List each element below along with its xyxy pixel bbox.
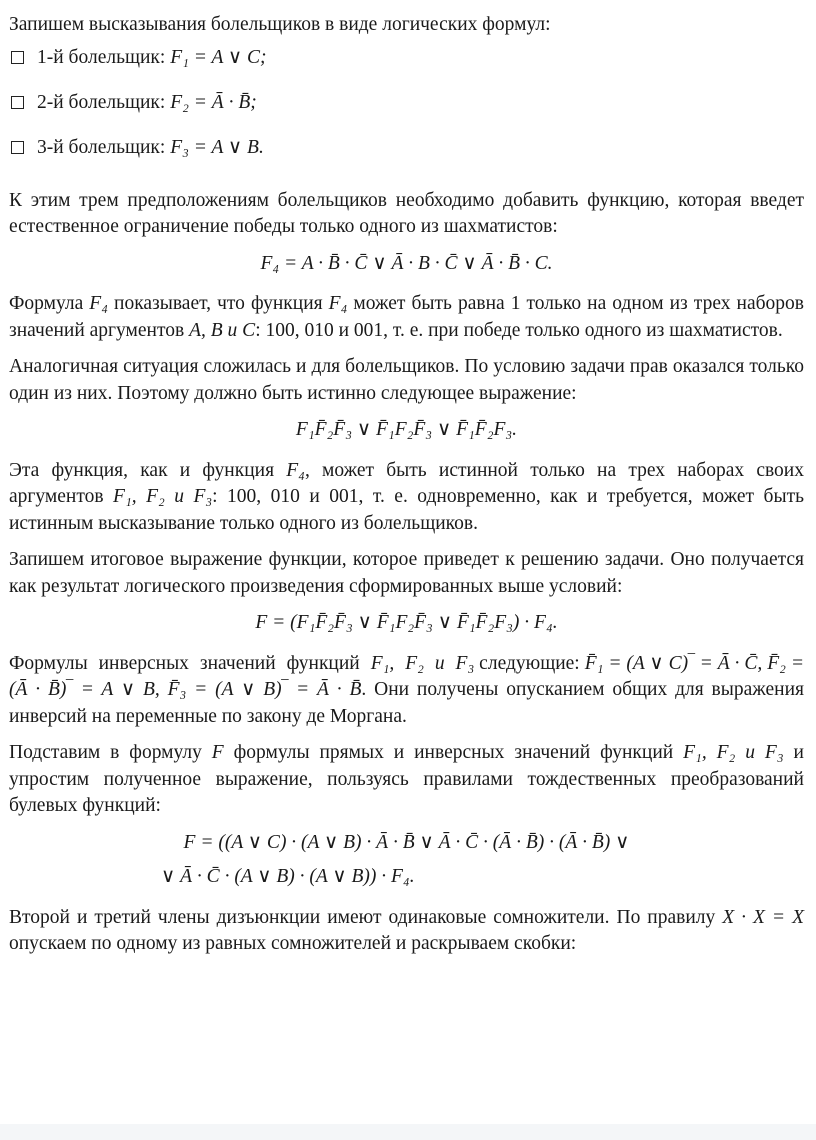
formula-final: F = (F₁F̄₂F̄₃ ∨ F̄₁F₂F̄₃ ∨ F̄₁F̄₂F₃) · F₄. — [255, 612, 558, 634]
paragraph-substitute: Подставим в формулу F формулы прямых и инверсных значений функций F₁, F₂ и F₃ и упростим полученное выражение, пользуясь правилами тождественных преобразований булевых функций: — [9, 742, 804, 817]
list-item — [9, 135, 804, 180]
intro-text: Запишем высказывания болельщиков в виде логических формул: — [9, 14, 551, 35]
formula-f4: F₄ = A · B̄ · C̄ ∨ Ā · B · C̄ ∨ Ā · B̄ · C. — [260, 252, 553, 274]
checkbox-bullet-icon — [11, 141, 24, 154]
bullet-label: 2-й болельщик: — [37, 91, 166, 113]
paragraph-constraint: К этим трем предположениям болельщиков необходимо добавить функцию, которая введет естественное ограничение победы только одного из шахматистов: — [9, 189, 804, 238]
page-bottom-strip — [0, 1124, 816, 1140]
formula-expansion-line-1: F = ((A ∨ C) · (A ∨ B) · Ā · B̄ ∨ Ā · C̄ · (Ā · B̄) · (Ā · B̄) ∨ — [183, 831, 630, 853]
bullet-formula: F₃ = A ∨ B. — [170, 136, 264, 158]
bullet-formula: F₁ = A ∨ C; — [170, 46, 267, 68]
paragraph-f4-explanation: Формула F₄ показывает, что функция F₄ может быть равна 1 только на одном из трех наборов значений аргументов A, B и C: 100, 010 и 001, т. е. при победе только одного из шахматистов. — [9, 293, 804, 341]
paragraph-disjunction: Второй и третий члены дизъюнкции имеют одинаковые сомножители. По правилу X · X = X опускаем по одному из равных сомножителей и раскрываем скобки: — [9, 906, 804, 955]
paragraph-sum-explanation: Эта функция, как и функция F₄, может быть истинной только на трех наборах своих аргументов F₁, F₂ и F₃: 100, 010 и 001, т. е. одновременно, как и требуется, может быть истинным высказывание только одного из болельщиков. — [9, 459, 804, 534]
bullet-formula: F₂ = Ā · B̄; — [170, 91, 257, 113]
formula-expansion-line-2: ∨ Ā · C̄ · (A ∨ B) · (A ∨ B)) · F₄. — [161, 866, 415, 888]
checkbox-bullet-icon — [11, 96, 24, 109]
paragraph-final-intro: Запишем итоговое выражение функции, которое приведет к решению задачи. Оно получается как результат логического произведения сформированных выше условий: — [9, 549, 804, 597]
bullet-label: 3-й болельщик: — [37, 136, 166, 158]
fan-statements-list — [9, 45, 804, 180]
paragraph-fans: Аналогичная ситуация сложилась и для болельщиков. По условию задачи прав оказался только один из них. Поэтому должно быть истинно следующее выражение: — [9, 356, 804, 404]
bullet-label: 1-й болельщик: — [37, 46, 166, 68]
formula-sum: F₁F̄₂F̄₃ ∨ F̄₁F₂F̄₃ ∨ F̄₁F̄₂F₃. — [295, 419, 518, 441]
list-item — [9, 45, 804, 90]
checkbox-bullet-icon — [11, 51, 24, 64]
paragraph-inversions: Формулы инверсных значений функций F₁, F₂ и F₃ следующие: F̄₁ = (A ∨ C)‾ = Ā · C̄, F̄₂ = (Ā · B̄)‾ = A ∨ B, F̄₃ = (A ∨ B)‾ = Ā · B̄. Они получены опусканием общих для выражения инверсий на переменные по закону де Моргана. — [9, 652, 805, 727]
list-item — [9, 90, 804, 135]
